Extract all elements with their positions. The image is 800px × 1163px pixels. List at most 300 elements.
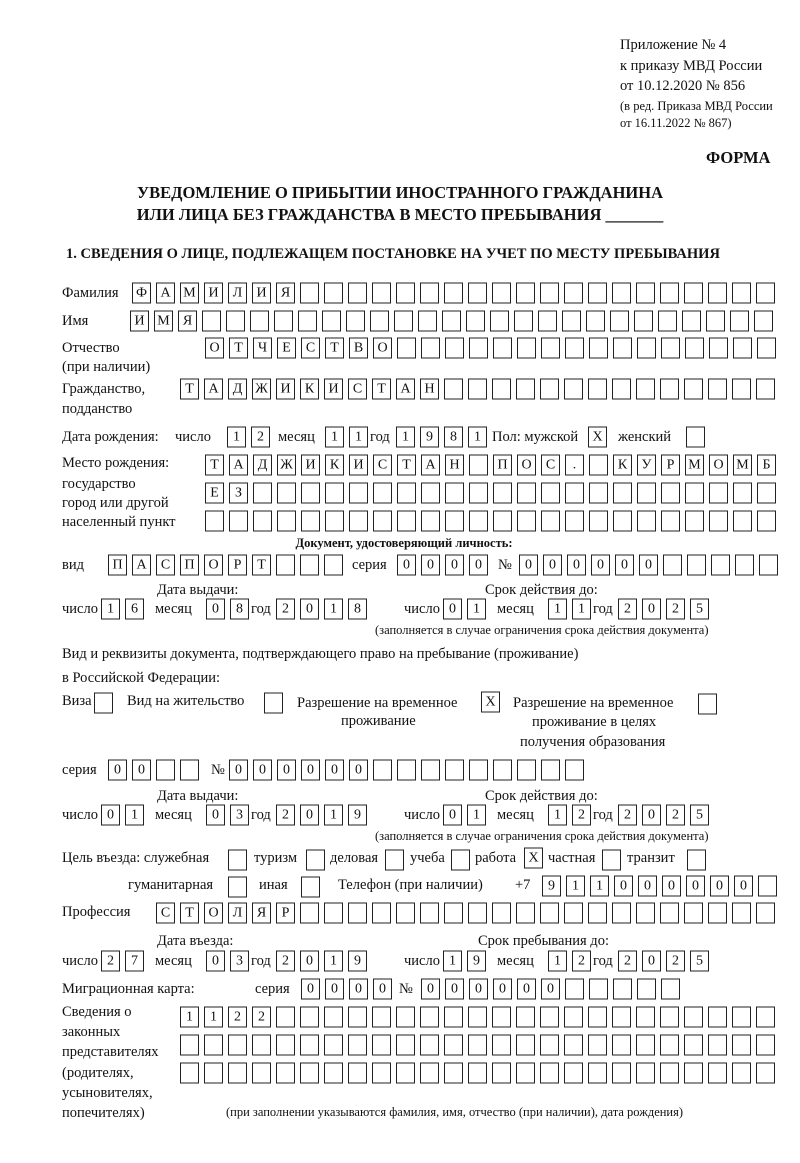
profession-cell[interactable]: С [156,903,175,924]
patronymic-cell[interactable]: Т [229,338,248,359]
residence-number-cell[interactable] [517,760,536,781]
phone-cell[interactable]: 1 [590,876,609,897]
birth-place-cell[interactable] [589,483,608,504]
citizenship-cell[interactable] [756,379,775,400]
migration-series-cell[interactable]: 0 [301,979,320,1000]
profession-cell[interactable] [444,903,463,924]
name-cell[interactable] [538,311,557,332]
residence-series-cell[interactable]: 0 [132,760,151,781]
stay-until-year-cell[interactable]: 0 [642,951,661,972]
surname-cell[interactable] [516,283,535,304]
migration-number-cell[interactable]: 0 [469,979,488,1000]
purpose-tourism-checkbox[interactable] [306,850,325,871]
name-cell[interactable] [370,311,389,332]
birth-place-cell[interactable]: О [709,455,728,476]
legal-reps-cell[interactable] [468,1007,487,1028]
residence-number-cell[interactable] [445,760,464,781]
surname-cell[interactable] [444,283,463,304]
birth-place-cell[interactable]: З [229,483,248,504]
legal-reps-cell[interactable] [420,1035,439,1056]
legal-reps-cell[interactable] [324,1063,343,1084]
birth-place-cell[interactable] [733,511,752,532]
doc-number-cell[interactable]: 0 [591,555,610,576]
birth-place-cell[interactable]: О [517,455,536,476]
surname-cell[interactable] [636,283,655,304]
migration-number-cell[interactable] [613,979,632,1000]
birth-year-cell[interactable]: 9 [420,427,439,448]
legal-reps-cell[interactable] [588,1063,607,1084]
phone-cell[interactable]: 0 [638,876,657,897]
surname-cell[interactable] [564,283,583,304]
doc-expiry-year-cell[interactable]: 2 [666,599,685,620]
legal-reps-cell[interactable] [756,1007,775,1028]
legal-reps-cell[interactable] [564,1063,583,1084]
migration-number-cell[interactable]: 0 [445,979,464,1000]
surname-cell[interactable]: Ф [132,283,151,304]
profession-cell[interactable] [324,903,343,924]
birth-place-cell[interactable]: С [373,455,392,476]
entry-day-cell[interactable]: 2 [101,951,120,972]
birth-place-cell[interactable]: К [613,455,632,476]
legal-reps-cell[interactable] [492,1007,511,1028]
citizenship-cell[interactable]: А [396,379,415,400]
entry-year-cell[interactable]: 9 [348,951,367,972]
birth-place-cell[interactable] [565,511,584,532]
legal-reps-cell[interactable] [516,1007,535,1028]
birth-place-cell[interactable] [517,511,536,532]
phone-cell[interactable]: 9 [542,876,561,897]
legal-reps-cell[interactable] [396,1063,415,1084]
birth-place-cell[interactable]: М [685,455,704,476]
legal-reps-cell[interactable] [492,1063,511,1084]
birth-place-cell[interactable]: Ж [277,455,296,476]
doc-type-cell[interactable]: Р [228,555,247,576]
doc-issue-month-cell[interactable]: 0 [206,599,225,620]
legal-reps-cell[interactable]: 1 [180,1007,199,1028]
citizenship-cell[interactable]: Т [372,379,391,400]
legal-reps-cell[interactable]: 2 [252,1007,271,1028]
migration-number-cell[interactable] [637,979,656,1000]
name-cell[interactable] [634,311,653,332]
surname-cell[interactable] [660,283,679,304]
entry-year-cell[interactable]: 0 [300,951,319,972]
birth-place-cell[interactable] [733,483,752,504]
birth-place-cell[interactable]: . [565,455,584,476]
surname-cell[interactable]: М [180,283,199,304]
profession-cell[interactable] [420,903,439,924]
migration-series-cell[interactable]: 0 [325,979,344,1000]
residence-expiry-day-cell[interactable]: 1 [467,805,486,826]
birth-year-cell[interactable]: 1 [468,427,487,448]
purpose-official-checkbox[interactable] [228,850,247,871]
legal-reps-cell[interactable] [756,1063,775,1084]
sex-male-checkbox[interactable]: X [588,427,607,448]
surname-cell[interactable] [468,283,487,304]
birth-place-cell[interactable]: Е [205,483,224,504]
name-cell[interactable] [466,311,485,332]
doc-issue-year-cell[interactable]: 1 [324,599,343,620]
patronymic-cell[interactable] [661,338,680,359]
patronymic-cell[interactable] [565,338,584,359]
citizenship-cell[interactable] [684,379,703,400]
birth-day-cell[interactable]: 1 [227,427,246,448]
residence-number-cell[interactable]: 0 [277,760,296,781]
birth-month-cell[interactable]: 1 [325,427,344,448]
citizenship-cell[interactable]: Т [180,379,199,400]
residence-expiry-month-cell[interactable]: 1 [548,805,567,826]
profession-cell[interactable] [684,903,703,924]
birth-place-cell[interactable] [637,511,656,532]
surname-cell[interactable] [756,283,775,304]
residence-expiry-year-cell[interactable]: 0 [642,805,661,826]
entry-month-cell[interactable]: 3 [230,951,249,972]
name-cell[interactable]: М [154,311,173,332]
surname-cell[interactable] [708,283,727,304]
doc-expiry-year-cell[interactable]: 5 [690,599,709,620]
legal-reps-cell[interactable] [732,1007,751,1028]
surname-cell[interactable]: Л [228,283,247,304]
legal-reps-cell[interactable] [636,1007,655,1028]
doc-number-cell[interactable]: 0 [519,555,538,576]
doc-type-cell[interactable]: П [108,555,127,576]
doc-type-cell[interactable]: А [132,555,151,576]
name-cell[interactable] [298,311,317,332]
stay-until-day-cell[interactable]: 1 [443,951,462,972]
legal-reps-cell[interactable] [660,1007,679,1028]
birth-place-cell[interactable] [469,455,488,476]
legal-reps-cell[interactable] [204,1063,223,1084]
profession-cell[interactable] [756,903,775,924]
birth-place-cell[interactable] [373,483,392,504]
birth-place-cell[interactable] [493,483,512,504]
name-cell[interactable] [322,311,341,332]
legal-reps-cell[interactable] [228,1035,247,1056]
profession-cell[interactable]: Л [228,903,247,924]
name-cell[interactable] [490,311,509,332]
purpose-humanitarian-checkbox[interactable] [228,877,247,898]
birth-place-cell[interactable] [709,483,728,504]
patronymic-cell[interactable]: Т [325,338,344,359]
legal-reps-cell[interactable] [276,1007,295,1028]
residence-issue-year-cell[interactable]: 0 [300,805,319,826]
birth-place-cell[interactable]: Д [253,455,272,476]
residence-issue-year-cell[interactable]: 1 [324,805,343,826]
name-cell[interactable] [418,311,437,332]
doc-type-cell[interactable]: С [156,555,175,576]
legal-reps-cell[interactable] [684,1063,703,1084]
legal-reps-cell[interactable] [300,1063,319,1084]
birth-place-cell[interactable]: М [733,455,752,476]
surname-cell[interactable] [300,283,319,304]
doc-number-cell[interactable]: 0 [543,555,562,576]
doc-type-cell[interactable]: О [204,555,223,576]
legal-reps-cell[interactable] [468,1063,487,1084]
doc-type-cell[interactable]: Т [252,555,271,576]
legal-reps-cell[interactable] [684,1035,703,1056]
purpose-business-checkbox[interactable] [385,850,404,871]
birth-year-cell[interactable]: 8 [444,427,463,448]
birth-place-cell[interactable] [613,511,632,532]
legal-reps-cell[interactable] [372,1063,391,1084]
legal-reps-cell[interactable] [492,1035,511,1056]
legal-reps-cell[interactable] [468,1035,487,1056]
patronymic-cell[interactable] [541,338,560,359]
purpose-other-checkbox[interactable] [301,877,320,898]
name-cell[interactable] [610,311,629,332]
legal-reps-cell[interactable] [756,1035,775,1056]
residence-number-cell[interactable] [469,760,488,781]
residence-permit-checkbox[interactable] [264,693,283,714]
legal-reps-cell[interactable] [540,1035,559,1056]
patronymic-cell[interactable] [469,338,488,359]
doc-number-cell[interactable]: 0 [567,555,586,576]
entry-year-cell[interactable]: 2 [276,951,295,972]
birth-year-cell[interactable]: 1 [396,427,415,448]
legal-reps-cell[interactable] [612,1035,631,1056]
residence-series-cell[interactable]: 0 [108,760,127,781]
phone-cell[interactable]: 0 [734,876,753,897]
doc-series-cell[interactable]: 0 [469,555,488,576]
migration-number-cell[interactable]: 0 [421,979,440,1000]
birth-place-cell[interactable] [301,483,320,504]
residence-number-cell[interactable]: 0 [301,760,320,781]
migration-number-cell[interactable] [661,979,680,1000]
legal-reps-cell[interactable]: 2 [228,1007,247,1028]
birth-place-cell[interactable]: Т [397,455,416,476]
birth-place-cell[interactable]: И [301,455,320,476]
name-cell[interactable] [226,311,245,332]
name-cell[interactable] [346,311,365,332]
birth-place-cell[interactable] [757,483,776,504]
name-cell[interactable] [586,311,605,332]
residence-issue-day-cell[interactable]: 0 [101,805,120,826]
patronymic-cell[interactable] [757,338,776,359]
name-cell[interactable] [514,311,533,332]
legal-reps-cell[interactable] [228,1063,247,1084]
doc-number-cell[interactable]: 0 [639,555,658,576]
migration-number-cell[interactable] [565,979,584,1000]
name-cell[interactable] [658,311,677,332]
residence-number-cell[interactable] [397,760,416,781]
patronymic-cell[interactable]: Ч [253,338,272,359]
temp-edu-checkbox[interactable] [698,694,717,715]
legal-reps-cell[interactable] [540,1063,559,1084]
visa-checkbox[interactable] [94,693,113,714]
legal-reps-cell[interactable] [420,1063,439,1084]
doc-expiry-day-cell[interactable]: 1 [467,599,486,620]
legal-reps-cell[interactable] [420,1007,439,1028]
legal-reps-cell[interactable] [684,1007,703,1028]
legal-reps-cell[interactable] [564,1007,583,1028]
doc-issue-year-cell[interactable]: 0 [300,599,319,620]
legal-reps-cell[interactable] [276,1063,295,1084]
profession-cell[interactable] [396,903,415,924]
surname-cell[interactable]: А [156,283,175,304]
legal-reps-cell[interactable] [564,1035,583,1056]
surname-cell[interactable] [372,283,391,304]
birth-place-cell[interactable]: П [493,455,512,476]
stay-until-month-cell[interactable]: 2 [572,951,591,972]
birth-place-cell[interactable]: Б [757,455,776,476]
legal-reps-cell[interactable] [444,1063,463,1084]
stay-until-year-cell[interactable]: 2 [618,951,637,972]
legal-reps-cell[interactable] [396,1007,415,1028]
citizenship-cell[interactable] [708,379,727,400]
legal-reps-cell[interactable] [444,1007,463,1028]
legal-reps-cell[interactable] [324,1035,343,1056]
citizenship-cell[interactable]: Д [228,379,247,400]
patronymic-cell[interactable]: В [349,338,368,359]
legal-reps-cell[interactable] [348,1035,367,1056]
name-cell[interactable] [706,311,725,332]
name-cell[interactable] [442,311,461,332]
profession-cell[interactable] [468,903,487,924]
citizenship-cell[interactable] [492,379,511,400]
patronymic-cell[interactable]: О [205,338,224,359]
profession-cell[interactable] [612,903,631,924]
birth-place-cell[interactable]: Р [661,455,680,476]
doc-expiry-month-cell[interactable]: 1 [572,599,591,620]
legal-reps-cell[interactable] [612,1007,631,1028]
patronymic-cell[interactable] [613,338,632,359]
legal-reps-cell[interactable] [204,1035,223,1056]
phone-cell[interactable]: 1 [566,876,585,897]
residence-number-cell[interactable] [541,760,560,781]
stay-until-year-cell[interactable]: 5 [690,951,709,972]
name-cell[interactable] [562,311,581,332]
legal-reps-cell[interactable] [612,1063,631,1084]
doc-expiry-month-cell[interactable]: 1 [548,599,567,620]
legal-reps-cell[interactable] [180,1063,199,1084]
citizenship-cell[interactable] [588,379,607,400]
birth-place-cell[interactable] [541,511,560,532]
legal-reps-cell[interactable] [708,1035,727,1056]
surname-cell[interactable] [396,283,415,304]
legal-reps-cell[interactable] [516,1035,535,1056]
birth-place-cell[interactable] [589,511,608,532]
profession-cell[interactable]: Т [180,903,199,924]
patronymic-cell[interactable] [397,338,416,359]
legal-reps-cell[interactable] [300,1035,319,1056]
doc-type-cell[interactable] [276,555,295,576]
doc-issue-day-cell[interactable]: 6 [125,599,144,620]
residence-expiry-year-cell[interactable]: 2 [618,805,637,826]
birth-place-cell[interactable]: И [349,455,368,476]
surname-cell[interactable] [348,283,367,304]
legal-reps-cell[interactable] [396,1035,415,1056]
birth-place-cell[interactable] [205,511,224,532]
citizenship-cell[interactable]: И [324,379,343,400]
birth-place-cell[interactable] [685,511,704,532]
residence-number-cell[interactable]: 0 [253,760,272,781]
legal-reps-cell[interactable] [588,1035,607,1056]
purpose-transit-checkbox[interactable] [687,850,706,871]
birth-place-cell[interactable] [349,511,368,532]
phone-cell[interactable]: 0 [614,876,633,897]
patronymic-cell[interactable] [445,338,464,359]
name-cell[interactable] [250,311,269,332]
migration-number-cell[interactable]: 0 [541,979,560,1000]
citizenship-cell[interactable] [636,379,655,400]
citizenship-cell[interactable]: А [204,379,223,400]
residence-number-cell[interactable]: 0 [349,760,368,781]
citizenship-cell[interactable]: Н [420,379,439,400]
residence-expiry-day-cell[interactable]: 0 [443,805,462,826]
birth-place-cell[interactable]: А [421,455,440,476]
doc-number-cell[interactable] [687,555,706,576]
surname-cell[interactable] [540,283,559,304]
birth-place-cell[interactable] [277,483,296,504]
name-cell[interactable] [754,311,773,332]
citizenship-cell[interactable]: Ж [252,379,271,400]
legal-reps-cell[interactable] [636,1035,655,1056]
doc-issue-year-cell[interactable]: 8 [348,599,367,620]
profession-cell[interactable] [540,903,559,924]
birth-place-cell[interactable] [445,511,464,532]
birth-place-cell[interactable] [661,483,680,504]
purpose-study-checkbox[interactable] [451,850,470,871]
profession-cell[interactable] [708,903,727,924]
birth-place-cell[interactable] [613,483,632,504]
purpose-private-checkbox[interactable] [602,850,621,871]
legal-reps-cell[interactable] [444,1035,463,1056]
surname-cell[interactable] [684,283,703,304]
patronymic-cell[interactable] [685,338,704,359]
birth-place-cell[interactable] [757,511,776,532]
birth-place-cell[interactable] [541,483,560,504]
doc-expiry-year-cell[interactable]: 0 [642,599,661,620]
stay-until-year-cell[interactable]: 2 [666,951,685,972]
phone-cell[interactable]: 0 [686,876,705,897]
doc-type-cell[interactable]: П [180,555,199,576]
citizenship-cell[interactable] [444,379,463,400]
birth-place-cell[interactable] [637,483,656,504]
legal-reps-cell[interactable] [276,1035,295,1056]
residence-number-cell[interactable] [493,760,512,781]
legal-reps-cell[interactable] [372,1007,391,1028]
birth-day-cell[interactable]: 2 [251,427,270,448]
surname-cell[interactable] [588,283,607,304]
doc-number-cell[interactable] [735,555,754,576]
doc-number-cell[interactable] [759,555,778,576]
name-cell[interactable] [274,311,293,332]
entry-year-cell[interactable]: 1 [324,951,343,972]
surname-cell[interactable] [732,283,751,304]
legal-reps-cell[interactable] [588,1007,607,1028]
birth-place-cell[interactable] [661,511,680,532]
birth-place-cell[interactable] [565,483,584,504]
birth-place-cell[interactable] [445,483,464,504]
profession-cell[interactable] [660,903,679,924]
birth-place-cell[interactable] [349,483,368,504]
profession-cell[interactable] [516,903,535,924]
profession-cell[interactable] [564,903,583,924]
residence-issue-month-cell[interactable]: 3 [230,805,249,826]
doc-issue-day-cell[interactable]: 1 [101,599,120,620]
profession-cell[interactable]: О [204,903,223,924]
residence-number-cell[interactable]: 0 [325,760,344,781]
profession-cell[interactable] [636,903,655,924]
legal-reps-cell[interactable] [348,1063,367,1084]
citizenship-cell[interactable] [540,379,559,400]
migration-series-cell[interactable]: 0 [349,979,368,1000]
legal-reps-cell[interactable] [660,1063,679,1084]
residence-issue-day-cell[interactable]: 1 [125,805,144,826]
birth-place-cell[interactable]: Н [445,455,464,476]
phone-cell[interactable]: 0 [662,876,681,897]
doc-type-cell[interactable] [300,555,319,576]
patronymic-cell[interactable]: С [301,338,320,359]
